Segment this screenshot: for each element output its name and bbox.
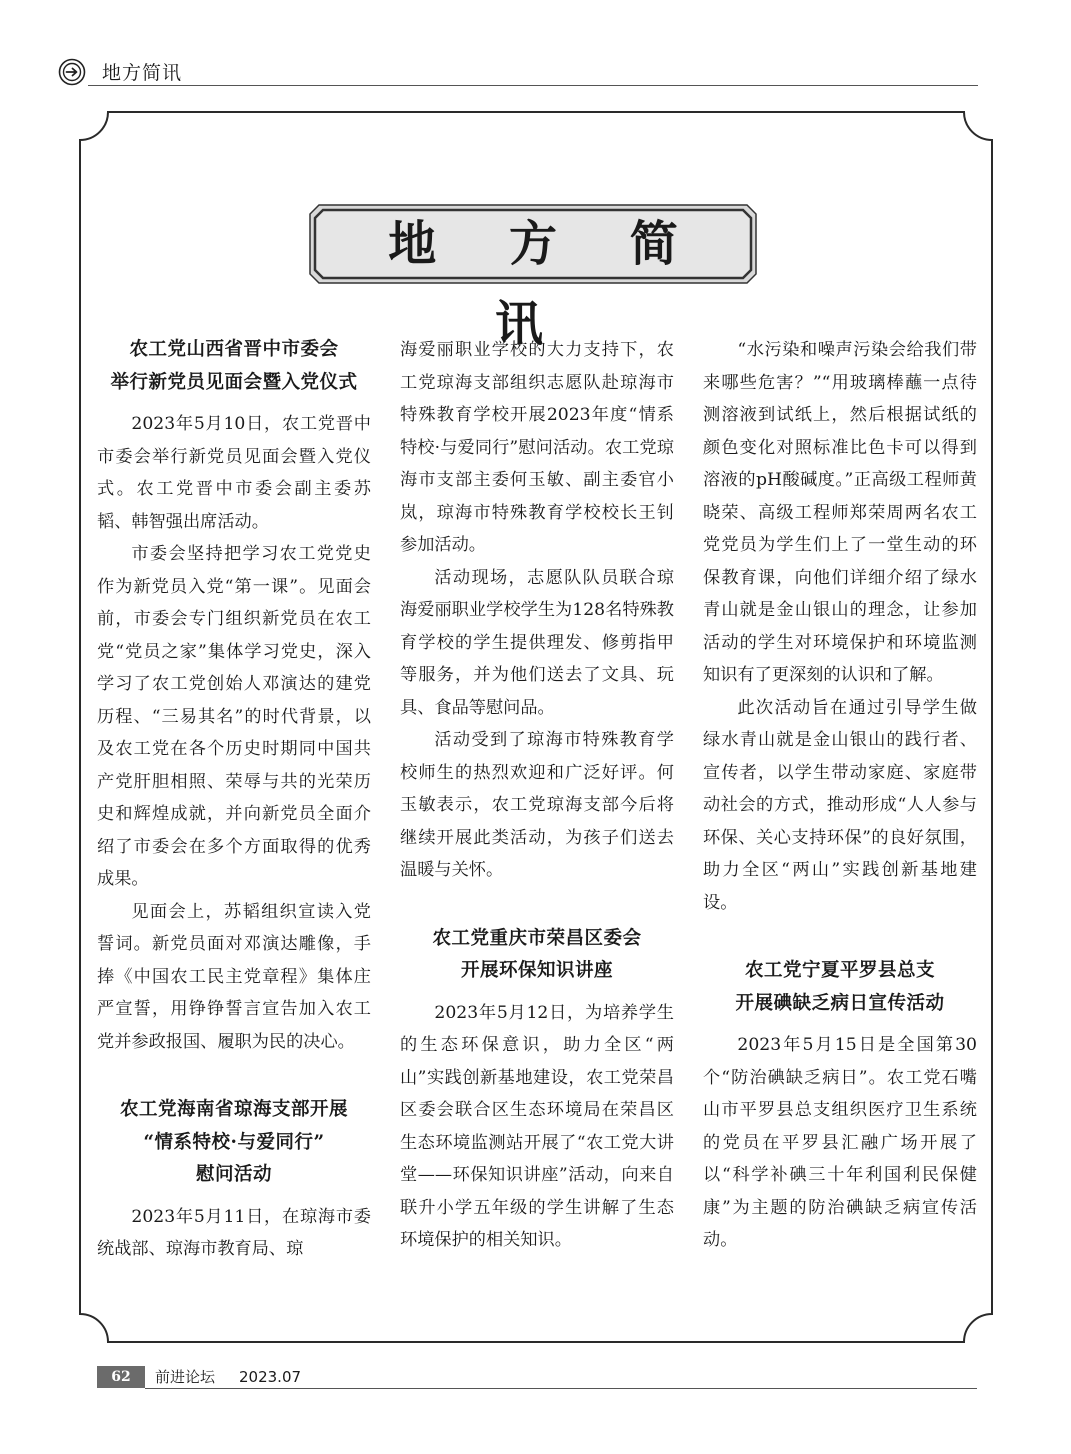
banner-title: 地 方 简 讯	[388, 216, 706, 352]
article-1-paragraph-2: 市委会坚持把学习农工党党史作为新党员入党“第一课”。见面会前，市委会专门组织新党员在农工党“党员之家”集体学习党史，深入学习了农工党创始人邓演达的建党历程、“三易其名”的时代背景，以及农工党在各个历史时期同中国共产党肝胆相照、荣辱与共的光荣历史和辉煌成就，并向新党员全面介绍了市委会在多个方面取得的优秀成果。	[97, 544, 371, 889]
article-3-title-line2: 开展环保知识讲座	[460, 960, 613, 981]
article-2-paragraph-1-continued: 海爱丽职业学校的大力支持下，农工党琼海支部组织志愿队赴琼海市特殊教育学校开展2023年度“情系特校·与爱同行”慰问活动。农工党琼海市支部主委何玉敏、副主委官小岚，琼海市特殊教育学校校长王钊参加活动。	[400, 340, 674, 555]
article-1-paragraph-1: 2023年5月10日，农工党晋中市委会举行新党员见面会暨入党仪式。农工党晋中市委会副主委苏韬、韩智强出席活动。	[97, 414, 371, 532]
article-3-title-line1: 农工党重庆市荣昌区委会	[432, 927, 642, 949]
magazine-name: 前进论坛	[155, 1368, 216, 1386]
circle-arrow-icon	[58, 58, 86, 86]
title-banner	[309, 204, 757, 352]
column-1	[97, 334, 371, 1266]
article-1-title	[97, 334, 371, 399]
article-2-title-line3: 慰问活动	[195, 1164, 272, 1185]
article-4-paragraph-1: 2023年5月15日是全国第30个“防治碘缺乏病日”。农工党石嘴山市平罗县总支组织医疗卫生系统的党员在平罗县汇融广场开展了以“科学补碘三十年利国利民保健康”为主题的防治碘缺乏病宣传活动。	[703, 1035, 977, 1250]
article-3-paragraph-3: 此次活动旨在通过引导学生做绿水青山就是金山银山的践行者、宣传者，以学生带动家庭、家庭带动社会的方式，推动形成“人人参与环保、关心支持环保”的良好氛围，助力全区“两山”实践创新基地建设。	[703, 697, 977, 913]
article-2-paragraph-2: 活动现场，志愿队队员联合琼海爱丽职业学校学生为128名特殊教育学校的学生提供理发、修剪指甲等服务，并为他们送去了文具、玩具、食品等慰问品。	[400, 567, 674, 718]
article-2-title	[97, 1094, 371, 1192]
header-rule	[88, 85, 978, 86]
section-title: 地方简讯	[102, 62, 183, 84]
page-number: 62	[97, 1366, 145, 1388]
article-1-title-line2: 举行新党员见面会暨入党仪式	[110, 371, 358, 393]
column-3	[703, 334, 977, 1257]
running-header	[58, 56, 978, 86]
article-1-title-line1: 农工党山西省晋中市委会	[129, 339, 339, 360]
issue-number: 2023.07	[239, 1368, 302, 1386]
article-1-paragraph-3: 见面会上，苏韬组织宣读入党誓词。新党员面对邓演达雕像，手捧《中国农工民主党章程》集体庄严宣誓，用铮铮誓言宣告加入农工党并参政报国、履职为民的决心。	[97, 901, 371, 1052]
article-2-paragraph-1-start: 2023年5月11日，在琼海市委统战部、琼海市教育局、琼	[97, 1206, 371, 1259]
article-4-title	[703, 955, 977, 1020]
article-3-title	[400, 923, 674, 988]
article-4-title-line1: 农工党宁夏平罗县总支	[744, 960, 935, 981]
article-2-title-line2: “情系特校·与爱同行”	[143, 1131, 325, 1153]
article-2-paragraph-3: 活动受到了琼海市特殊教育学校师生的热烈欢迎和广泛好评。何玉敏表示，农工党琼海支部今后将继续开展此类活动，为孩子们送去温暖与关怀。	[400, 730, 674, 880]
article-2-title-line1: 农工党海南省琼海支部开展	[119, 1099, 348, 1120]
article-3-paragraph-1: 2023年5月12日，为培养学生的生态环保意识，助力全区“两山”实践创新基地建设，农工党荣昌区委会联合区生态环境局在荣昌区生态环境监测站开展了“农工党大讲堂——环保知识讲座”活动，向来自联升小学五年级的学生讲解了生态环境保护的相关知识。	[400, 1002, 674, 1250]
article-3-paragraph-2: “水污染和噪声污染会给我们带来哪些危害？”“用玻璃棒蘸一点待测溶液到试纸上，然后根据试纸的颜色变化对照标准比色卡可以得到溶液的pH酸碱度。”正高级工程师黄晓荣、高级工程师郑荣周两名农工党党员为学生们上了一堂生动的环保教育课，向他们详细介绍了绿水青山就是金山银山的理念，让参加活动的学生对环境保护和环境监测知识有了更深刻的认识和了解。	[703, 340, 977, 685]
column-2	[400, 334, 674, 1257]
page-footer	[97, 1366, 977, 1390]
footer-rule	[145, 1388, 977, 1389]
article-4-title-line2: 开展碘缺乏病日宣传活动	[735, 992, 945, 1014]
